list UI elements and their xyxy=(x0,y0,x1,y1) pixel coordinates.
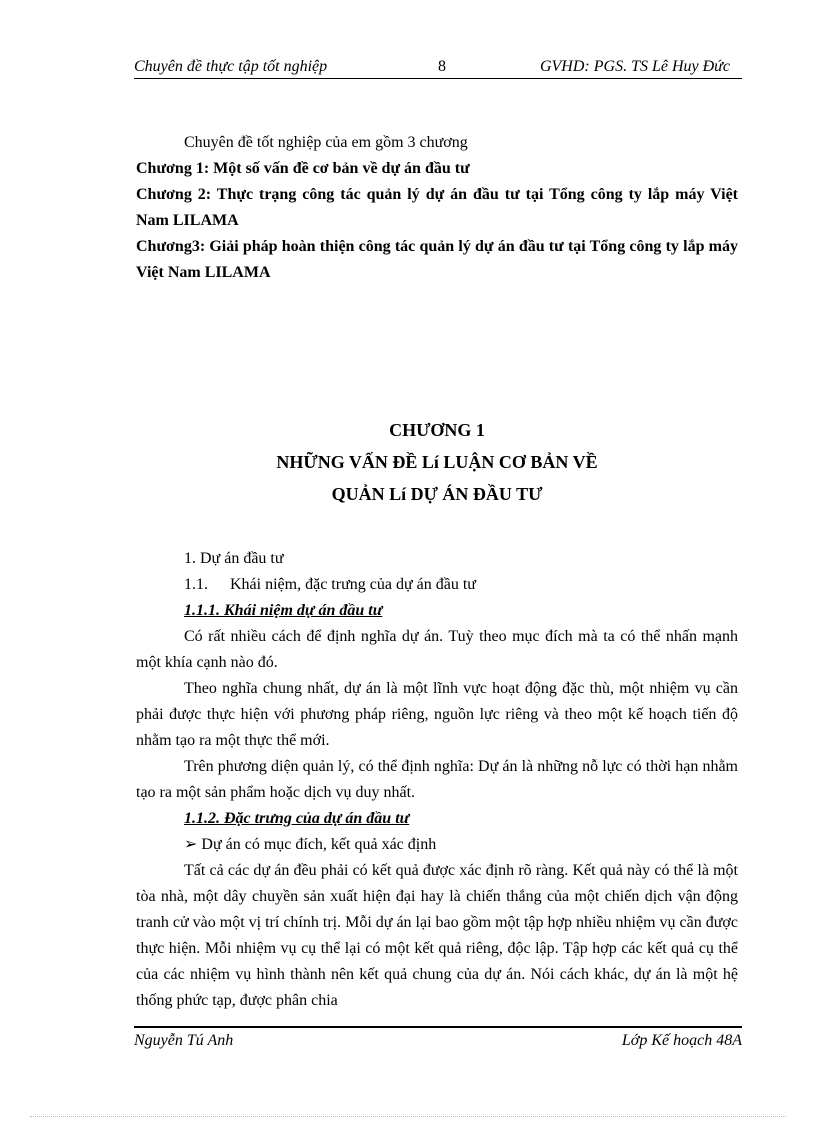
paragraph-1: Có rất nhiều cách để định nghĩa dự án. Tuỳ theo mục đích mà ta có thể nhấn mạnh một khía cạnh nào đó. xyxy=(136,628,738,671)
intro-line: Chuyên đề tốt nghiệp của em gồm 3 chương xyxy=(184,134,468,151)
chapter-heading xyxy=(136,414,738,510)
page-footer xyxy=(134,1026,742,1054)
paragraph-3: Trên phương diện quản lý, có thể định nghĩa: Dự án là những nỗ lực có thời hạn nhằm tạo ra một sản phẩm hoặc dịch vụ duy nhất. xyxy=(136,758,738,801)
chapter-1-summary: Chương 1: Một số vấn đề cơ bản về dự án đầu tư xyxy=(136,160,470,177)
header-title: Chuyên đề thực tập tốt nghiệp xyxy=(134,58,328,75)
chapter-number: CHƯƠNG 1 xyxy=(389,420,485,440)
section-1-1-number: 1.1. xyxy=(184,576,208,593)
footer-class: Lớp Kế hoạch 48A xyxy=(621,1032,742,1049)
chapter-title-line-2: QUẢN Lí DỰ ÁN ĐẦU TƯ xyxy=(331,484,543,504)
page-header xyxy=(134,58,742,79)
arrow-bullet-icon: ➢ xyxy=(184,836,198,853)
section-1-1-heading xyxy=(136,572,738,598)
paragraph-4: Tất cả các dự án đều phải có kết quả được xác định rõ ràng. Kết quả này có thể là một tòa nhà, một dây chuyền sản xuất hiện đại hay là chiến thắng của một chiến dịch vận động tranh cử vào một vị trí chính trị. Mỗi dự án lại bao gồm một tập hợp nhiều nhiệm vụ cần được thực hiện. Mỗi nhiệm vụ cụ thể lại có một kết quả riêng, độc lập. Tập hợp các kết quả cụ thể của các nhiệm vụ hình thành nên kết quả chung của dự án. Nói cách khác, dự án là một hệ thống phức tạp, được phân chia xyxy=(136,862,738,1009)
chapter-2-summary: Chương 2: Thực trạng công tác quản lý dự án đầu tư tại Tổng công ty lắp máy Việt Nam LILAMA xyxy=(136,186,738,229)
paragraph-2: Theo nghĩa chung nhất, dự án là một lĩnh vực hoạt động đặc thù, một nhiệm vụ cần phải được thực hiện với phương pháp riêng, nguồn lực riêng và theo một kế hoạch tiến độ nhằm tạo ra một thực thể mới. xyxy=(136,680,738,749)
chapter-3-summary: Chương3: Giải pháp hoàn thiện công tác quản lý dự án đầu tư tại Tổng công ty lắp máy Việt Nam LILAMA xyxy=(136,238,738,281)
bullet-text: Dự án có mục đích, kết quả xác định xyxy=(201,836,437,853)
header-advisor: GVHD: PGS. TS Lê Huy Đức xyxy=(539,58,730,75)
footer-author: Nguyễn Tú Anh xyxy=(134,1032,234,1049)
section-1-1-2-title: 1.1.2. Đặc trưng của dự án đầu tư xyxy=(184,810,410,827)
section-1-1-title: Khái niệm, đặc trưng của dự án đầu tư xyxy=(230,576,476,593)
section-1-heading: 1. Dự án đầu tư xyxy=(184,550,284,567)
bullet-item xyxy=(136,832,738,858)
page-number: 8 xyxy=(438,58,446,75)
chapter-title-line-1: NHỮNG VẤN ĐỀ Lí LUẬN CƠ BẢN VỀ xyxy=(276,452,598,472)
section-1-1-1-heading xyxy=(136,598,738,624)
page-bottom-divider xyxy=(30,1116,786,1117)
section-1-1-1-title: 1.1.1. Khái niệm dự án đầu tư xyxy=(184,602,383,619)
section-1-1-2-heading xyxy=(136,806,738,832)
page-content xyxy=(136,130,738,1014)
